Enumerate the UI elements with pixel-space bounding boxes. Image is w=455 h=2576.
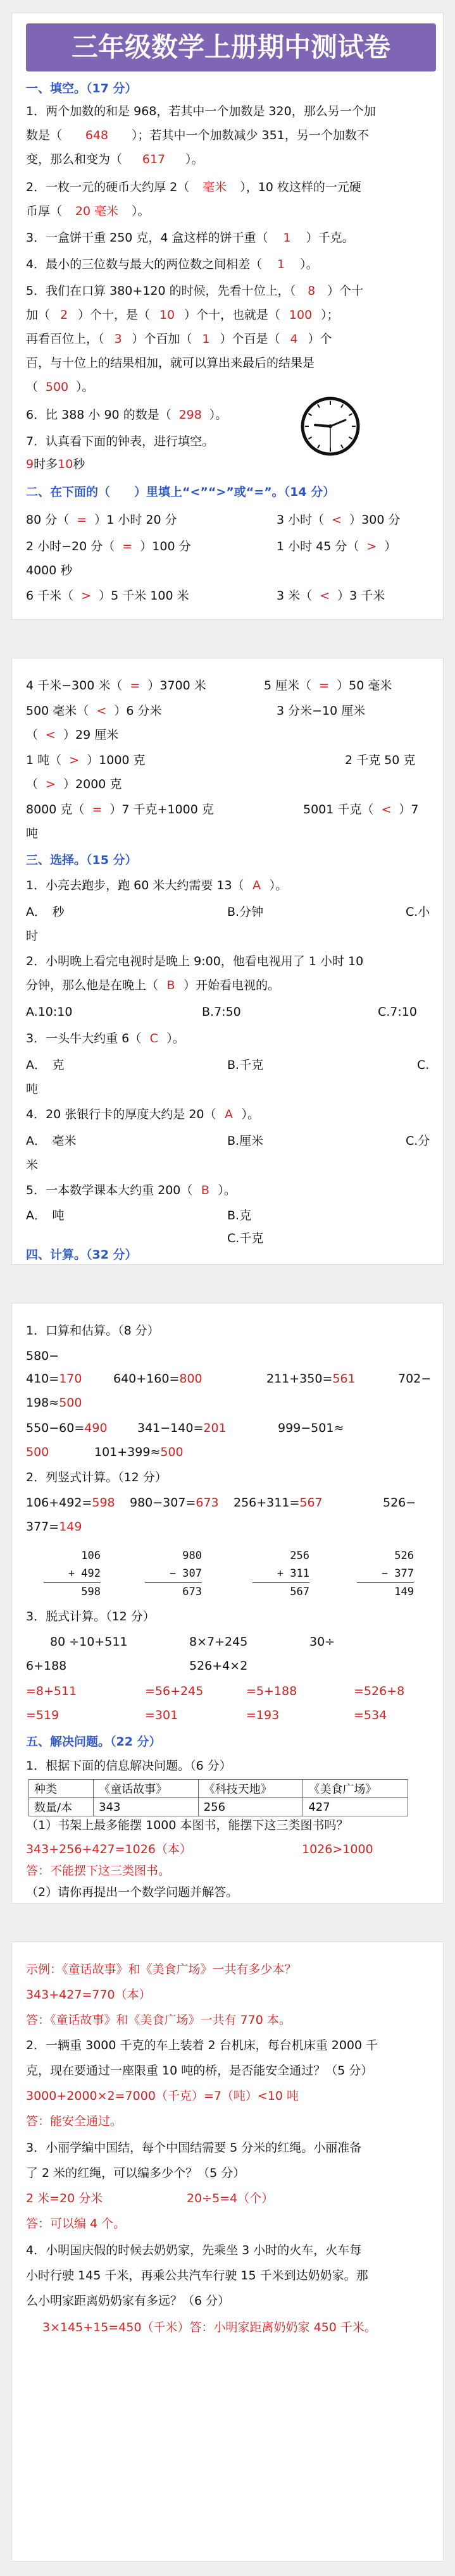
card-4 bbox=[11, 1942, 444, 2561]
n2b: 526+4×2 bbox=[189, 1659, 248, 1673]
answer: 8 bbox=[308, 284, 316, 298]
q3-calc-1: 2 米=20 分米 bbox=[26, 2191, 103, 2205]
c2-row3: （ < ）29 厘米 bbox=[26, 728, 119, 742]
c2-row2-left: 500 毫米（ < ）6 分米 bbox=[26, 704, 162, 718]
vertical-calc-2: 980 − 307 673 bbox=[145, 1547, 202, 1601]
answer: > bbox=[69, 753, 80, 767]
answer: = bbox=[122, 539, 133, 553]
q2-answer: 答：能安全通过。 bbox=[26, 2114, 123, 2128]
c2-row6-right: 5001 千克（ < ）7 bbox=[303, 803, 419, 817]
table-cell: 《童话故事》 bbox=[94, 1780, 199, 1798]
answer: 648 bbox=[85, 128, 109, 142]
q1-calc: 343+256+427=1026（本） bbox=[26, 1842, 192, 1856]
l5a: 500 bbox=[26, 1445, 49, 1459]
vertical-calc-4: 526 − 377 149 bbox=[357, 1547, 414, 1601]
t5-option-b: B.克 bbox=[227, 1209, 252, 1223]
l2c: 211+350=561 bbox=[266, 1372, 356, 1386]
t2-option-b: B.7:50 bbox=[202, 1005, 241, 1019]
answer: 100 bbox=[289, 308, 313, 322]
c2-row2-right: 3 分米−10 厘米 bbox=[277, 704, 366, 718]
table-header-row bbox=[29, 1780, 408, 1798]
m1d: 526− bbox=[383, 1496, 416, 1510]
l3: 198≈500 bbox=[26, 1396, 82, 1410]
n4-3: =534 bbox=[354, 1708, 387, 1722]
answer: A bbox=[225, 1107, 234, 1121]
q4-line-a: 4．小明国庆假的时候去奶奶家，先乘坐 3 小时的火车，火车每 bbox=[26, 2243, 362, 2257]
answer: = bbox=[319, 679, 330, 693]
l2b: 640+160=800 bbox=[113, 1372, 203, 1386]
answer: C bbox=[149, 1032, 158, 1045]
vertical-calc-1: 106 + 492 598 bbox=[44, 1547, 101, 1601]
answer: 3 bbox=[114, 332, 122, 346]
t5-option-c: C.千克 bbox=[227, 1231, 264, 1245]
s2-row1-left: 80 分（ = ）1 小时 20 分 bbox=[26, 513, 177, 527]
answer: 1 bbox=[283, 231, 291, 245]
t4-question: 4．20 张银行卡的厚度大约是 20（ A ）。 bbox=[26, 1107, 260, 1121]
clock-icon bbox=[300, 396, 361, 457]
q3-line-b: 了 2 米的红绳，可以编多少个？（5 分） bbox=[26, 2166, 246, 2180]
q4-line-b: 小时行驶 145 千米，再乘公共汽车行驶 15 千米到达奶奶家。那 bbox=[26, 2269, 368, 2283]
page-title: 三年级数学上册期中测试卷 bbox=[26, 23, 436, 71]
n1b: 8×7+245 bbox=[189, 1635, 248, 1649]
s2-row2-left: 2 小时−20 分（ = ）100 分 bbox=[26, 539, 191, 553]
t2-option-c: C.7:10 bbox=[378, 1005, 417, 1019]
section-3-heading: 三、选择。（15 分） bbox=[26, 853, 137, 867]
s2-row4-right: 3 米（ < ）3 千米 bbox=[277, 589, 385, 603]
q5-line-c: 再看百位上，（ 3 ）个百加（ 1 ）个百是（ 4 ）个 bbox=[26, 332, 332, 346]
section-2-heading: 二、在下面的（ ）里填上“<”“>”或“=”。（14 分） bbox=[26, 485, 335, 499]
q2-line-a: 2．一辆重 3000 千克的车上装着 2 台机床，每台机床重 2000 千 bbox=[26, 2038, 378, 2052]
q3-line-a: 3．小丽学编中国结，每个中国结需要 5 分米的红绳。小丽准备 bbox=[26, 2141, 362, 2155]
q4-line-c: 么小明家距离奶奶家有多远？（6 分） bbox=[26, 2294, 230, 2308]
q3-calc-2: 20÷5=4（个） bbox=[187, 2191, 274, 2205]
l5b: 101+399≈500 bbox=[94, 1445, 184, 1459]
q2-line-a: 2．一枚一元的硬币大约厚 2（ 毫米 ），10 枚这样的一元硬 bbox=[26, 180, 361, 194]
n1c: 30÷ bbox=[309, 1635, 335, 1649]
answer: > bbox=[366, 539, 377, 553]
answer: A bbox=[252, 878, 261, 892]
q2-line-b: 克，现在要通过一座限重 10 吨的桥，是否能安全通过？（5 分） bbox=[26, 2064, 373, 2078]
example-calc: 343+427=770（本） bbox=[26, 1988, 151, 2002]
answer: 617 bbox=[142, 152, 166, 166]
t3-option-b: B.千克 bbox=[227, 1058, 264, 1072]
c2-row7: 吨 bbox=[26, 827, 39, 841]
l4c: 999−501≈ bbox=[278, 1421, 344, 1435]
n3-2: =5+188 bbox=[246, 1684, 297, 1698]
table-cell: 《美食广场》 bbox=[303, 1780, 408, 1798]
q5-line-e: （ 500 ）。 bbox=[26, 380, 94, 394]
answer: < bbox=[320, 589, 330, 603]
t3-option-a: A． 克 bbox=[26, 1058, 65, 1072]
q3-answer: 答：可以编 4 个。 bbox=[26, 2217, 126, 2231]
answer: = bbox=[92, 803, 103, 817]
c2-row6-left: 8000 克（ = ）7 千克+1000 克 bbox=[26, 803, 214, 817]
table-cell: 《科技天地》 bbox=[198, 1780, 303, 1798]
answer: 10 bbox=[159, 308, 175, 322]
l4b: 341−140=201 bbox=[137, 1421, 227, 1435]
t2-question-b: 分钟，那么他是在晚上（ B ）开始看电视的。 bbox=[26, 978, 280, 992]
q2-line-b: 币厚（ 20 毫米 ）。 bbox=[26, 204, 150, 218]
q4-line: 4．最小的三位数与最大的两位数之间相差（ 1 ）。 bbox=[26, 257, 318, 271]
q3-line: 3．一盒饼干重 250 克，4 盒这样的饼干重（ 1 ）千克。 bbox=[26, 231, 354, 245]
s2-row4-left: 6 千米（ > ）5 千米 100 米 bbox=[26, 589, 189, 603]
n3-3: =526+8 bbox=[354, 1684, 405, 1698]
q6-line: 6．比 388 小 90 的数是（ 298 ）。 bbox=[26, 408, 228, 422]
l2a: 410=170 bbox=[26, 1372, 82, 1386]
t1-option-c-cont: 时 bbox=[26, 929, 39, 943]
m1a: 106+492=598 bbox=[26, 1496, 115, 1510]
answer: < bbox=[381, 803, 392, 817]
t4-option-a: A． 毫米 bbox=[26, 1134, 77, 1148]
t5-question: 5．一本数学课本大约重 200（ B ）。 bbox=[26, 1183, 236, 1197]
answer: 2 bbox=[59, 308, 68, 322]
q1-line-c: 变，那么和变为（ 617 ）。 bbox=[26, 152, 204, 166]
n2a: 6+188 bbox=[26, 1659, 67, 1673]
t5-option-a: A． 吨 bbox=[26, 1209, 65, 1223]
answer: > bbox=[81, 589, 92, 603]
p2-heading: 2．列竖式计算。（12 分） bbox=[26, 1470, 167, 1484]
q2-calc: 3000+2000×2=7000（千克）=7（吨）<10 吨 bbox=[26, 2089, 299, 2103]
q1-text: （1）书架上最多能摆 1000 本图书，能摆下这三类图书吗？ bbox=[26, 1818, 349, 1832]
m1c: 256+311=567 bbox=[234, 1496, 323, 1510]
t1-option-b: B.分钟 bbox=[227, 905, 264, 919]
t3-question: 3．一头牛大约重 6（ C ）。 bbox=[26, 1032, 185, 1045]
s2-row2-right: 1 小时 45 分（ > ） bbox=[277, 539, 397, 553]
m2: 377=149 bbox=[26, 1520, 82, 1534]
c2-row1-left: 4 千米−300 米（ = ）3700 米 bbox=[26, 679, 206, 693]
answer: < bbox=[96, 704, 107, 718]
answer: 毫米 bbox=[203, 180, 227, 194]
t1-option-c: C.小 bbox=[406, 905, 430, 919]
l2d: 702− bbox=[398, 1372, 432, 1386]
n4-1: =301 bbox=[145, 1708, 178, 1722]
vertical-calc-3: 256 + 311 567 bbox=[252, 1547, 309, 1601]
answer: B bbox=[201, 1183, 209, 1197]
table-cell: 种类 bbox=[29, 1780, 94, 1798]
example-question: 示例：《童话故事》和《美食广场》一共有多少本？ bbox=[26, 1963, 297, 1976]
card-2 bbox=[11, 658, 444, 1265]
n4-2: =193 bbox=[246, 1708, 280, 1722]
table-cell: 数量/本 bbox=[29, 1798, 94, 1816]
q2-text: （2）请你再提出一个数学问题并解答。 bbox=[26, 1885, 239, 1899]
t2-question-a: 2．小明晚上看完电视时是晚上 9:00，他看电视用了 1 小时 10 bbox=[26, 954, 364, 968]
t1-option-a: A． 秒 bbox=[26, 905, 65, 919]
table-cell: 343 bbox=[94, 1798, 199, 1816]
table-row bbox=[29, 1798, 408, 1816]
answer: B bbox=[166, 978, 175, 992]
c2-row1-right: 5 厘米（ = ）50 毫米 bbox=[264, 679, 392, 693]
q1-calc-2: 1026>1000 bbox=[302, 1842, 373, 1856]
t3-option-c: C. bbox=[417, 1058, 430, 1072]
card-1 bbox=[11, 13, 444, 620]
answer: = bbox=[77, 513, 87, 527]
t2-option-a: A.10:10 bbox=[26, 1005, 73, 1019]
q7-line: 7．认真看下面的钟表，进行填空。 bbox=[26, 434, 215, 448]
q5-line-d: 百，与十位上的结果相加，就可以算出来最后的结果是 bbox=[26, 356, 315, 370]
s2-row3: 4000 秒 bbox=[26, 564, 73, 577]
n4-0: =519 bbox=[26, 1708, 59, 1722]
m1b: 980−307=673 bbox=[130, 1496, 219, 1510]
n1a: 80 ÷10+511 bbox=[50, 1635, 128, 1649]
t4-option-c-cont: 米 bbox=[26, 1158, 39, 1172]
q5-line-b: 加（ 2 ）个十，是（ 10 ）个十，也就是（ 100 ）； bbox=[26, 308, 339, 322]
t4-option-c: C.分 bbox=[406, 1134, 430, 1148]
table-cell: 427 bbox=[303, 1798, 408, 1816]
q1-line-a: 1．两个加数的和是 968，若其中一个加数是 320，那么另一个加 bbox=[26, 104, 376, 118]
answer: 298 bbox=[178, 408, 202, 422]
t1-question: 1．小亮去跑步，跑 60 米大约需要 13（ A ）。 bbox=[26, 878, 288, 892]
answer: 20 毫米 bbox=[75, 204, 119, 218]
example-answer: 答：《童话故事》和《美食广场》一共有 770 本。 bbox=[26, 2013, 291, 2027]
p5-q1: 1．根据下面的信息解决问题。（6 分） bbox=[26, 1759, 232, 1773]
p1-heading: 1．口算和估算。（8 分） bbox=[26, 1324, 159, 1338]
section-1-heading: 一、填空。（17 分） bbox=[26, 82, 137, 96]
answer: 500 bbox=[45, 380, 69, 394]
t3-option-c-cont: 吨 bbox=[26, 1082, 39, 1096]
answer: 1 bbox=[202, 332, 210, 346]
s2-row1-right: 3 小时（ < ）300 分 bbox=[277, 513, 401, 527]
answer: 4 bbox=[290, 332, 298, 346]
q4-answer: 3×145+15=450（千米）答：小明家距离奶奶家 450 千米。 bbox=[42, 2320, 377, 2334]
answer: = bbox=[130, 679, 140, 693]
section-4-heading: 四、计算。（32 分） bbox=[26, 1248, 137, 1262]
answer: 1 bbox=[277, 257, 285, 271]
card-3 bbox=[11, 1303, 444, 1904]
answer: < bbox=[46, 728, 56, 742]
q1-answer: 答：不能摆下这三类图书。 bbox=[26, 1864, 171, 1878]
book-table bbox=[28, 1779, 408, 1816]
c2-row5: （ > ）2000 克 bbox=[26, 777, 122, 791]
answer: > bbox=[46, 777, 56, 791]
p3-heading: 3．脱式计算。（12 分） bbox=[26, 1610, 155, 1624]
l4a: 550−60=490 bbox=[26, 1421, 108, 1435]
q5-line-a: 5．我们在口算 380+120 的时候，先看十位上，（ 8 ）个十 bbox=[26, 284, 364, 298]
c2-row4-right: 2 千克 50 克 bbox=[345, 753, 416, 767]
q7-answer: 9时多10秒 bbox=[26, 457, 85, 471]
section-5-heading: 五、解决问题。（22 分） bbox=[26, 1735, 161, 1749]
table-cell: 256 bbox=[198, 1798, 303, 1816]
n3-0: =8+511 bbox=[26, 1684, 77, 1698]
answer: < bbox=[332, 513, 342, 527]
t4-option-b: B.厘米 bbox=[227, 1134, 264, 1148]
l1: 580− bbox=[26, 1349, 59, 1363]
c2-row4-left: 1 吨（ > ）1000 克 bbox=[26, 753, 146, 767]
n3-1: =56+245 bbox=[145, 1684, 204, 1698]
q1-line-b: 数是（ 648 ）；若其中一个加数减少 351，另一个加数不 bbox=[26, 128, 369, 142]
